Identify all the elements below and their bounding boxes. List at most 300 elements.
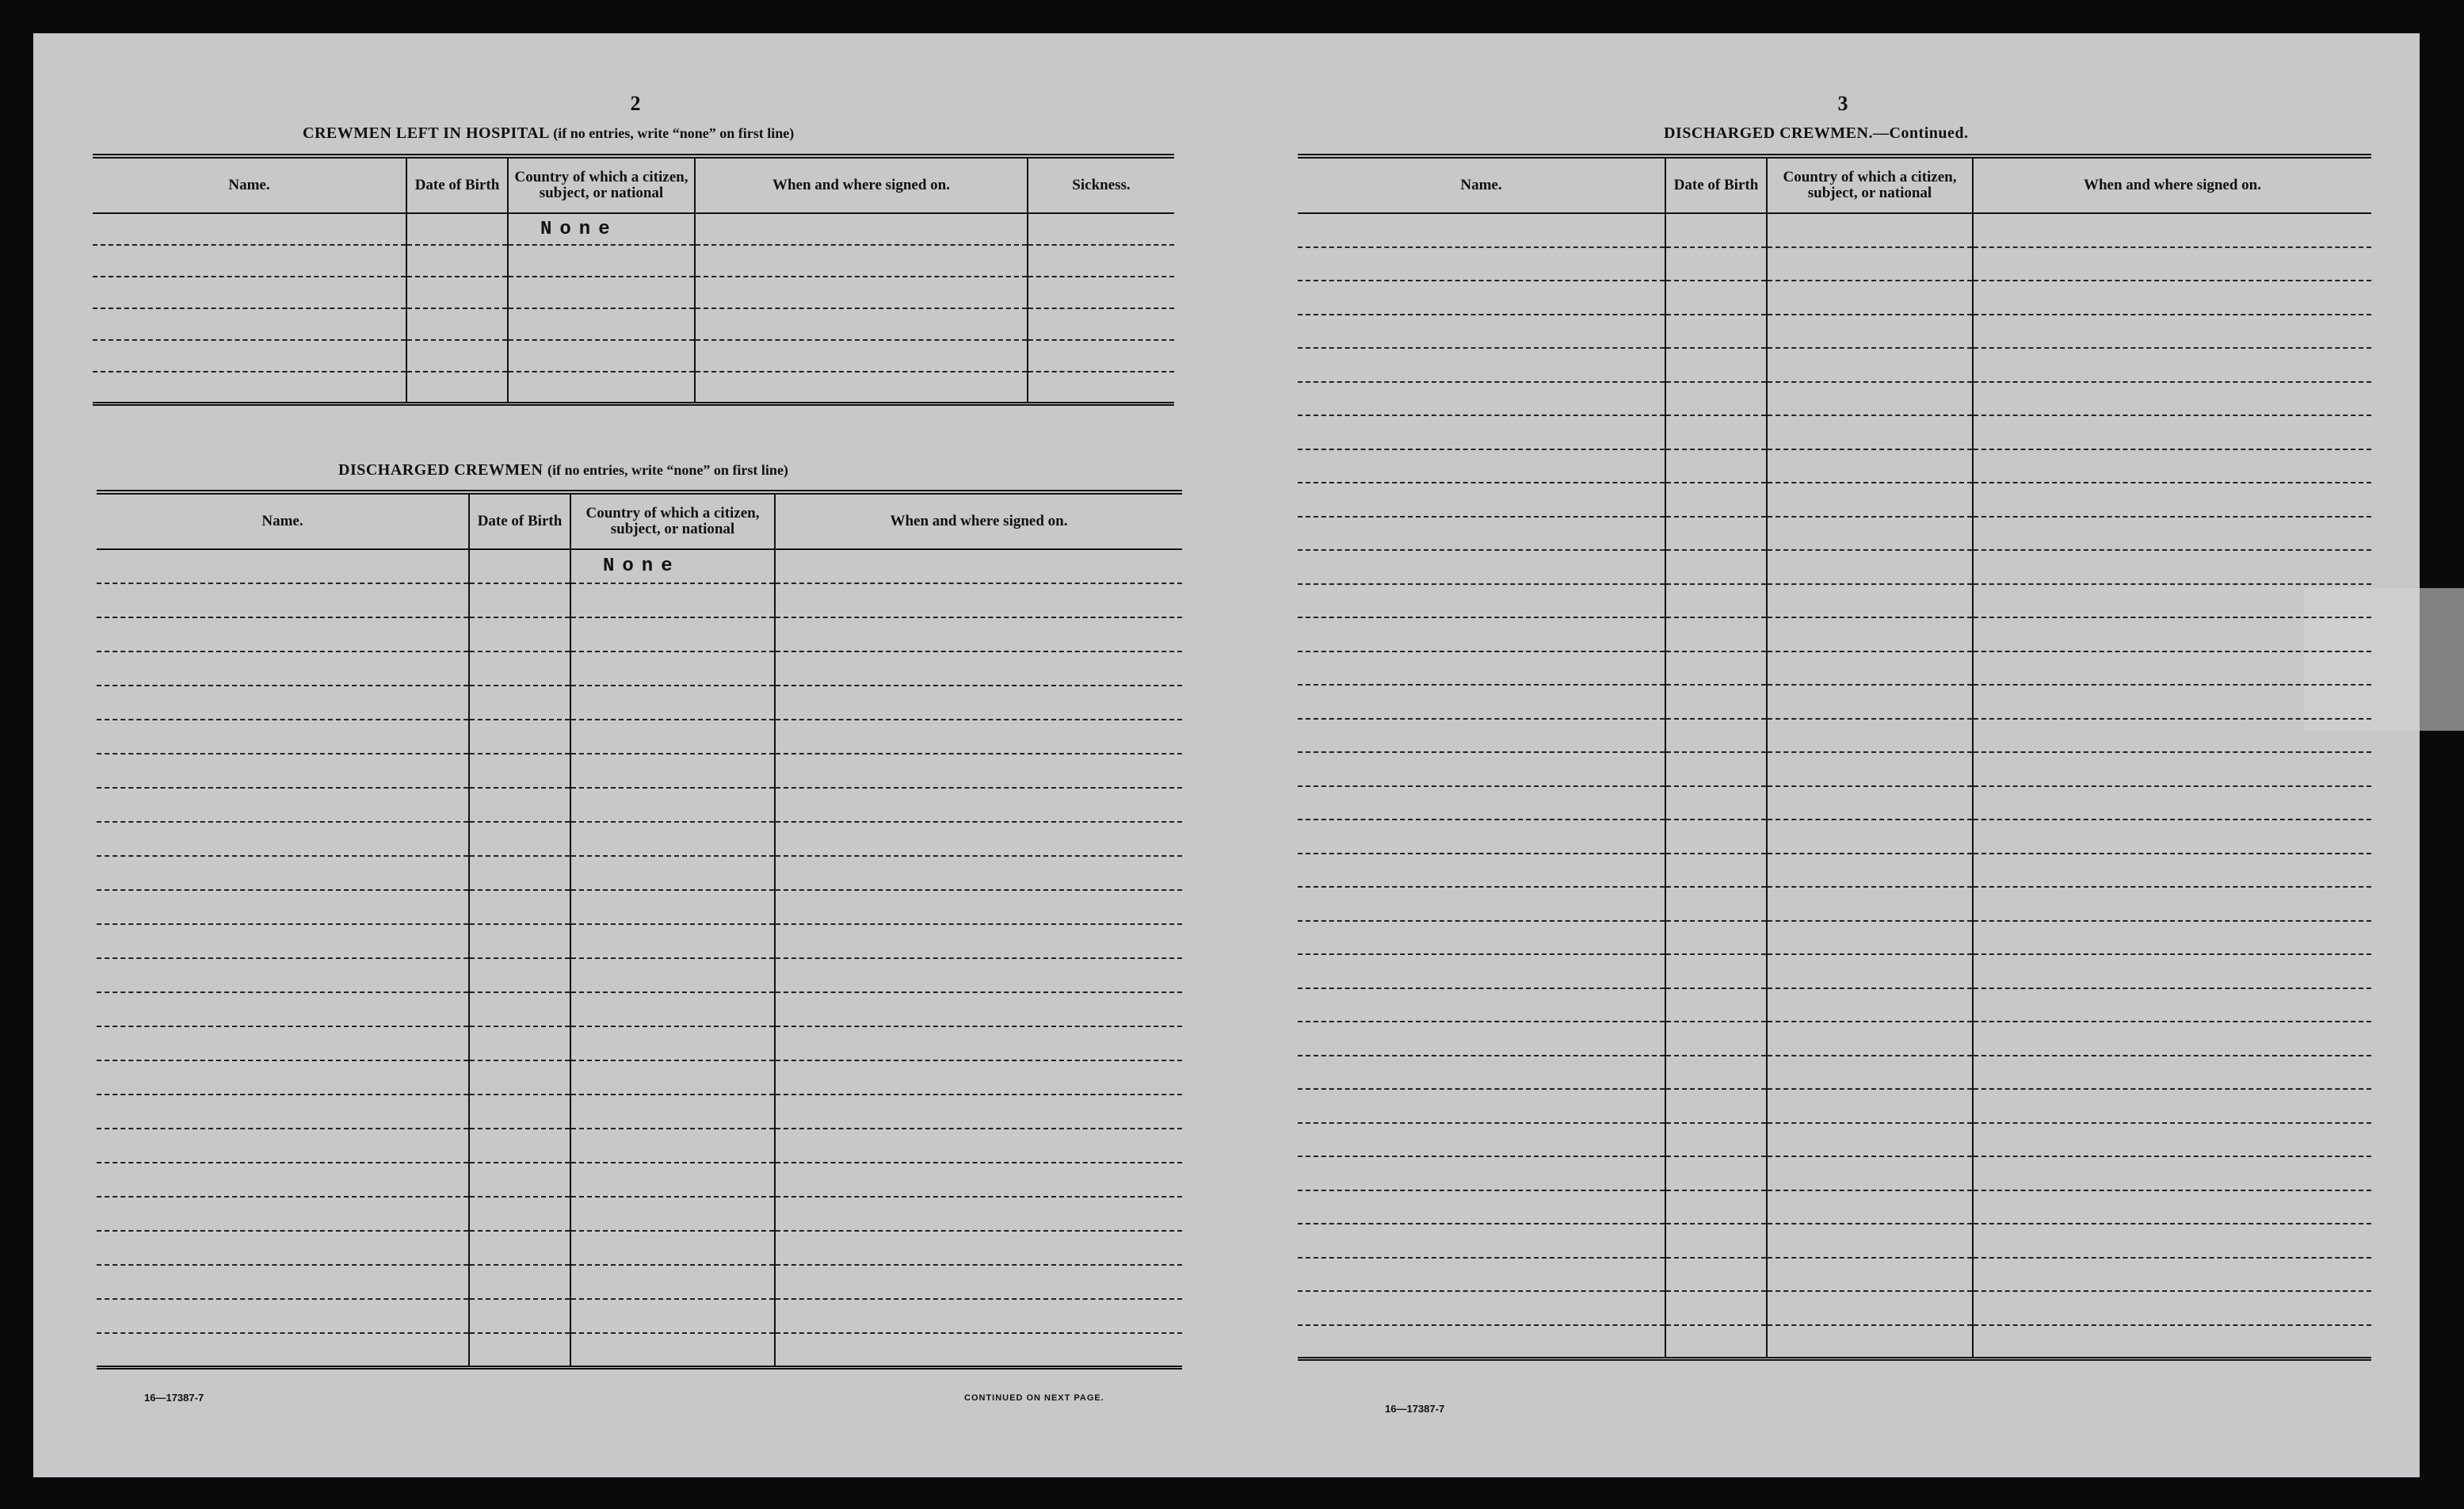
form-cell bbox=[1973, 213, 2371, 247]
form-cell bbox=[469, 1095, 570, 1129]
form-row bbox=[93, 277, 1174, 308]
form-cell bbox=[570, 651, 775, 686]
form-cell bbox=[570, 1129, 775, 1163]
form-cell bbox=[1665, 617, 1767, 651]
form-row bbox=[97, 686, 1182, 720]
form-cell bbox=[1767, 382, 1973, 416]
form-cell bbox=[1767, 517, 1973, 551]
form-cell bbox=[97, 1333, 469, 1367]
col-signed-header: When and where signed on. bbox=[1973, 156, 2371, 213]
form-row bbox=[1298, 281, 2371, 315]
form-cell bbox=[469, 890, 570, 924]
form-cell bbox=[1298, 921, 1665, 955]
form-cell bbox=[1028, 308, 1174, 340]
col-country-header: Country of which a citizen, subject, or national bbox=[570, 492, 775, 549]
form-cell bbox=[97, 856, 469, 890]
col-dob-header: Date of Birth bbox=[406, 156, 508, 213]
form-row bbox=[1298, 921, 2371, 955]
form-cell bbox=[1973, 584, 2371, 618]
form-cell bbox=[469, 992, 570, 1026]
form-cell bbox=[1298, 1056, 1665, 1090]
form-cell bbox=[1973, 954, 2371, 988]
form-cell bbox=[1973, 382, 2371, 416]
form-cell bbox=[1298, 786, 1665, 820]
form-cell bbox=[775, 856, 1182, 890]
form-cell bbox=[1973, 1056, 2371, 1090]
form-cell bbox=[1665, 1123, 1767, 1157]
form-cell bbox=[775, 686, 1182, 720]
form-cell bbox=[695, 372, 1028, 403]
form-cell bbox=[1665, 517, 1767, 551]
form-cell bbox=[1973, 719, 2371, 753]
form-cell bbox=[695, 245, 1028, 277]
form-row bbox=[1298, 1123, 2371, 1157]
form-cell bbox=[1298, 1089, 1665, 1123]
form-cell bbox=[97, 1231, 469, 1265]
form-cell bbox=[1767, 617, 1973, 651]
form-cell bbox=[1665, 854, 1767, 888]
form-cell bbox=[1767, 584, 1973, 618]
form-row bbox=[1298, 1056, 2371, 1090]
form-cell bbox=[1973, 1224, 2371, 1258]
form-cell bbox=[1665, 685, 1767, 719]
form-cell bbox=[1767, 854, 1973, 888]
form-cell bbox=[406, 245, 508, 277]
form-cell bbox=[469, 822, 570, 856]
form-cell bbox=[1298, 887, 1665, 921]
hospital-title-text: CREWMEN LEFT IN HOSPITAL bbox=[303, 124, 549, 142]
form-cell bbox=[1028, 245, 1174, 277]
form-cell bbox=[1665, 247, 1767, 281]
form-cell bbox=[1973, 617, 2371, 651]
form-cell bbox=[570, 583, 775, 617]
form-row bbox=[97, 1265, 1182, 1299]
form-cell bbox=[1767, 921, 1973, 955]
form-row bbox=[1298, 517, 2371, 551]
form-cell bbox=[1298, 617, 1665, 651]
form-cell bbox=[1298, 954, 1665, 988]
form-cell bbox=[97, 1060, 469, 1095]
form-row bbox=[1298, 382, 2371, 416]
page-number: 3 bbox=[1837, 92, 1848, 115]
form-cell bbox=[97, 549, 469, 583]
form-cell bbox=[775, 1026, 1182, 1060]
form-cell bbox=[570, 958, 775, 992]
form-code: 16—17387-7 bbox=[144, 1392, 204, 1404]
form-row bbox=[1298, 247, 2371, 281]
form-cell bbox=[508, 308, 695, 340]
form-cell bbox=[93, 372, 406, 403]
form-cell bbox=[695, 340, 1028, 372]
form-cell bbox=[1298, 854, 1665, 888]
form-cell bbox=[97, 992, 469, 1026]
form-cell bbox=[469, 958, 570, 992]
form-cell bbox=[1665, 584, 1767, 618]
manifest-sheet bbox=[33, 33, 2420, 1477]
form-row bbox=[1298, 719, 2371, 753]
form-cell bbox=[1973, 1089, 2371, 1123]
form-cell bbox=[1665, 281, 1767, 315]
form-cell bbox=[1973, 921, 2371, 955]
form-cell bbox=[1973, 1156, 2371, 1190]
form-cell bbox=[1298, 348, 1665, 382]
form-row bbox=[1298, 1291, 2371, 1325]
form-cell bbox=[1298, 988, 1665, 1022]
first-line-entry: None bbox=[508, 213, 695, 245]
form-cell bbox=[97, 1197, 469, 1231]
form-cell bbox=[775, 1333, 1182, 1367]
form-cell bbox=[469, 720, 570, 754]
form-cell bbox=[1973, 247, 2371, 281]
form-cell bbox=[695, 308, 1028, 340]
form-cell bbox=[1665, 1089, 1767, 1123]
form-cell bbox=[775, 617, 1182, 651]
form-row bbox=[97, 1299, 1182, 1333]
form-row bbox=[1298, 584, 2371, 618]
form-cell bbox=[1973, 415, 2371, 449]
discharged-title-note: (if no entries, write “none” on first line) bbox=[547, 462, 788, 478]
form-row bbox=[97, 856, 1182, 890]
form-cell bbox=[1298, 1022, 1665, 1056]
form-cell bbox=[1973, 517, 2371, 551]
form-cell bbox=[406, 340, 508, 372]
form-cell bbox=[97, 1095, 469, 1129]
form-cell bbox=[469, 1333, 570, 1367]
continued-note: CONTINUED ON NEXT PAGE. bbox=[964, 1393, 1104, 1403]
form-cell bbox=[1973, 685, 2371, 719]
form-cell bbox=[93, 277, 406, 308]
form-cell bbox=[1767, 1258, 1973, 1292]
form-cell bbox=[775, 1129, 1182, 1163]
form-cell bbox=[469, 1265, 570, 1299]
form-row bbox=[1298, 685, 2371, 719]
form-row bbox=[97, 1163, 1182, 1197]
form-cell bbox=[469, 1163, 570, 1197]
form-cell bbox=[1665, 786, 1767, 820]
form-row bbox=[97, 924, 1182, 958]
form-row bbox=[1298, 854, 2371, 888]
form-row bbox=[97, 754, 1182, 788]
right-section-title: DISCHARGED CREWMEN.—Continued. bbox=[1664, 124, 1969, 142]
form-row bbox=[1298, 1190, 2371, 1224]
form-cell bbox=[1973, 1325, 2371, 1359]
form-row bbox=[93, 372, 1174, 403]
form-cell bbox=[1665, 1224, 1767, 1258]
form-cell bbox=[469, 686, 570, 720]
form-cell bbox=[1767, 1089, 1973, 1123]
form-cell bbox=[775, 720, 1182, 754]
form-row bbox=[97, 1095, 1182, 1129]
col-sickness-header: Sickness. bbox=[1028, 156, 1174, 213]
form-cell bbox=[97, 1265, 469, 1299]
form-cell bbox=[775, 651, 1182, 686]
discharged-continued-table bbox=[1298, 154, 2371, 1361]
form-cell bbox=[1767, 954, 1973, 988]
form-cell bbox=[695, 213, 1028, 245]
form-cell bbox=[1665, 550, 1767, 584]
form-cell bbox=[97, 958, 469, 992]
left-page bbox=[33, 33, 1226, 1477]
form-cell bbox=[469, 617, 570, 651]
form-cell bbox=[775, 822, 1182, 856]
form-cell bbox=[1973, 348, 2371, 382]
form-cell bbox=[1767, 887, 1973, 921]
form-cell bbox=[1298, 1258, 1665, 1292]
form-cell bbox=[1767, 819, 1973, 854]
form-cell bbox=[469, 788, 570, 822]
form-cell bbox=[93, 340, 406, 372]
form-cell bbox=[570, 1231, 775, 1265]
form-row bbox=[1298, 348, 2371, 382]
form-cell bbox=[1298, 719, 1665, 753]
form-cell bbox=[469, 856, 570, 890]
form-row bbox=[1298, 415, 2371, 449]
form-row bbox=[97, 992, 1182, 1026]
form-cell bbox=[1028, 277, 1174, 308]
form-cell bbox=[1767, 752, 1973, 786]
form-row bbox=[1298, 1022, 2371, 1056]
form-cell bbox=[1973, 1258, 2371, 1292]
form-cell bbox=[775, 992, 1182, 1026]
form-row bbox=[97, 583, 1182, 617]
form-cell bbox=[1665, 315, 1767, 349]
form-cell bbox=[775, 1163, 1182, 1197]
form-cell bbox=[570, 1026, 775, 1060]
form-cell bbox=[1298, 819, 1665, 854]
hospital-section-title bbox=[303, 124, 794, 143]
form-cell bbox=[1767, 281, 1973, 315]
form-cell bbox=[1298, 483, 1665, 517]
form-cell bbox=[93, 245, 406, 277]
discharged-title-text: DISCHARGED CREWMEN bbox=[338, 461, 544, 479]
col-signed-header: When and where signed on. bbox=[775, 492, 1182, 549]
form-cell bbox=[1973, 752, 2371, 786]
form-cell bbox=[1665, 1291, 1767, 1325]
form-cell bbox=[469, 1060, 570, 1095]
form-cell bbox=[1973, 786, 2371, 820]
form-cell bbox=[1767, 1022, 1973, 1056]
form-cell bbox=[570, 788, 775, 822]
form-cell bbox=[1767, 1325, 1973, 1359]
form-cell bbox=[775, 788, 1182, 822]
form-cell bbox=[406, 372, 508, 403]
form-cell bbox=[1298, 415, 1665, 449]
form-cell bbox=[1973, 887, 2371, 921]
form-code: 16—17387-7 bbox=[1385, 1403, 1445, 1415]
form-cell bbox=[1973, 315, 2371, 349]
form-cell bbox=[1665, 1325, 1767, 1359]
form-cell bbox=[1298, 1224, 1665, 1258]
form-cell bbox=[1767, 213, 1973, 247]
form-cell bbox=[508, 372, 695, 403]
form-row bbox=[1298, 617, 2371, 651]
form-cell bbox=[1298, 1156, 1665, 1190]
form-row bbox=[97, 549, 1182, 583]
discharged-section-title bbox=[338, 461, 788, 479]
form-cell bbox=[1973, 1022, 2371, 1056]
form-cell bbox=[775, 924, 1182, 958]
form-cell bbox=[469, 924, 570, 958]
form-cell bbox=[775, 1299, 1182, 1333]
form-cell bbox=[570, 1197, 775, 1231]
form-cell bbox=[1767, 1123, 1973, 1157]
form-cell bbox=[1767, 651, 1973, 686]
form-row bbox=[1298, 1325, 2371, 1359]
form-cell bbox=[1298, 584, 1665, 618]
form-cell bbox=[775, 549, 1182, 583]
form-cell bbox=[469, 1231, 570, 1265]
form-cell bbox=[1665, 382, 1767, 416]
form-cell bbox=[1665, 1190, 1767, 1224]
form-cell bbox=[1298, 752, 1665, 786]
form-row bbox=[97, 788, 1182, 822]
form-row bbox=[97, 1129, 1182, 1163]
form-cell bbox=[570, 924, 775, 958]
form-cell bbox=[469, 1299, 570, 1333]
form-row bbox=[1298, 1258, 2371, 1292]
form-row bbox=[1298, 213, 2371, 247]
form-row bbox=[1298, 651, 2371, 686]
form-cell bbox=[508, 245, 695, 277]
form-cell bbox=[1665, 1056, 1767, 1090]
form-cell bbox=[1665, 819, 1767, 854]
form-row bbox=[1298, 819, 2371, 854]
form-cell bbox=[97, 651, 469, 686]
form-row bbox=[1298, 752, 2371, 786]
form-cell bbox=[1298, 382, 1665, 416]
form-cell bbox=[1767, 315, 1973, 349]
form-cell bbox=[1665, 415, 1767, 449]
form-cell bbox=[97, 1129, 469, 1163]
form-cell bbox=[570, 720, 775, 754]
form-cell bbox=[570, 1333, 775, 1367]
form-cell bbox=[1767, 1190, 1973, 1224]
form-cell bbox=[1298, 685, 1665, 719]
form-row bbox=[93, 340, 1174, 372]
form-cell bbox=[1767, 719, 1973, 753]
form-cell bbox=[1298, 449, 1665, 483]
form-cell bbox=[1767, 415, 1973, 449]
discharged-table bbox=[97, 490, 1182, 1370]
form-cell bbox=[1298, 517, 1665, 551]
form-cell bbox=[469, 1129, 570, 1163]
form-cell bbox=[570, 686, 775, 720]
form-cell bbox=[1028, 213, 1174, 245]
form-cell bbox=[1665, 921, 1767, 955]
form-cell bbox=[1665, 348, 1767, 382]
form-row bbox=[97, 1060, 1182, 1095]
form-row bbox=[1298, 550, 2371, 584]
col-name-header: Name. bbox=[93, 156, 406, 213]
form-cell bbox=[469, 549, 570, 583]
form-cell bbox=[1298, 651, 1665, 686]
form-row bbox=[93, 213, 1174, 245]
form-cell bbox=[1767, 348, 1973, 382]
form-cell bbox=[97, 720, 469, 754]
form-cell bbox=[775, 890, 1182, 924]
form-cell bbox=[1973, 819, 2371, 854]
form-row bbox=[93, 245, 1174, 277]
form-cell bbox=[570, 754, 775, 788]
form-cell bbox=[469, 1197, 570, 1231]
form-cell bbox=[406, 277, 508, 308]
form-cell bbox=[97, 924, 469, 958]
form-cell bbox=[1767, 1291, 1973, 1325]
form-row bbox=[97, 651, 1182, 686]
form-cell bbox=[1767, 247, 1973, 281]
form-cell bbox=[1973, 651, 2371, 686]
form-cell bbox=[97, 617, 469, 651]
form-cell bbox=[1973, 483, 2371, 517]
form-row bbox=[1298, 954, 2371, 988]
form-row bbox=[97, 617, 1182, 651]
col-country-header: Country of which a citizen, subject, or national bbox=[1767, 156, 1973, 213]
form-row bbox=[97, 1197, 1182, 1231]
form-cell bbox=[1767, 483, 1973, 517]
form-cell bbox=[1973, 1190, 2371, 1224]
form-cell bbox=[1767, 550, 1973, 584]
form-cell bbox=[1665, 1258, 1767, 1292]
form-cell bbox=[1298, 1291, 1665, 1325]
form-cell bbox=[97, 822, 469, 856]
form-cell bbox=[97, 583, 469, 617]
form-row bbox=[97, 890, 1182, 924]
form-cell bbox=[570, 1265, 775, 1299]
form-cell bbox=[775, 1231, 1182, 1265]
form-cell bbox=[1665, 449, 1767, 483]
form-cell bbox=[1298, 247, 1665, 281]
form-cell bbox=[1298, 1190, 1665, 1224]
form-cell bbox=[469, 651, 570, 686]
form-cell bbox=[469, 1026, 570, 1060]
form-cell bbox=[1767, 1156, 1973, 1190]
form-row bbox=[1298, 1089, 2371, 1123]
form-cell bbox=[695, 277, 1028, 308]
form-cell bbox=[775, 1265, 1182, 1299]
form-cell bbox=[97, 788, 469, 822]
form-cell bbox=[775, 958, 1182, 992]
form-cell bbox=[1665, 719, 1767, 753]
form-cell bbox=[1973, 449, 2371, 483]
hospital-table bbox=[93, 154, 1174, 406]
form-cell bbox=[469, 583, 570, 617]
form-cell bbox=[97, 754, 469, 788]
form-cell bbox=[1665, 651, 1767, 686]
form-row bbox=[97, 958, 1182, 992]
form-cell bbox=[570, 890, 775, 924]
form-cell bbox=[1665, 988, 1767, 1022]
form-cell bbox=[1973, 988, 2371, 1022]
col-signed-header: When and where signed on. bbox=[695, 156, 1028, 213]
col-name-header: Name. bbox=[97, 492, 469, 549]
form-cell bbox=[775, 1060, 1182, 1095]
form-cell bbox=[1298, 315, 1665, 349]
form-cell bbox=[1665, 1156, 1767, 1190]
form-cell bbox=[508, 277, 695, 308]
form-cell bbox=[1767, 1224, 1973, 1258]
form-cell bbox=[775, 754, 1182, 788]
form-cell bbox=[775, 583, 1182, 617]
hospital-title-note: (if no entries, write “none” on first line) bbox=[553, 125, 795, 141]
form-cell bbox=[406, 308, 508, 340]
form-row bbox=[1298, 786, 2371, 820]
form-cell bbox=[406, 213, 508, 245]
form-cell bbox=[97, 1026, 469, 1060]
form-row bbox=[97, 1231, 1182, 1265]
form-cell bbox=[570, 1095, 775, 1129]
form-cell bbox=[508, 340, 695, 372]
form-cell bbox=[1665, 954, 1767, 988]
